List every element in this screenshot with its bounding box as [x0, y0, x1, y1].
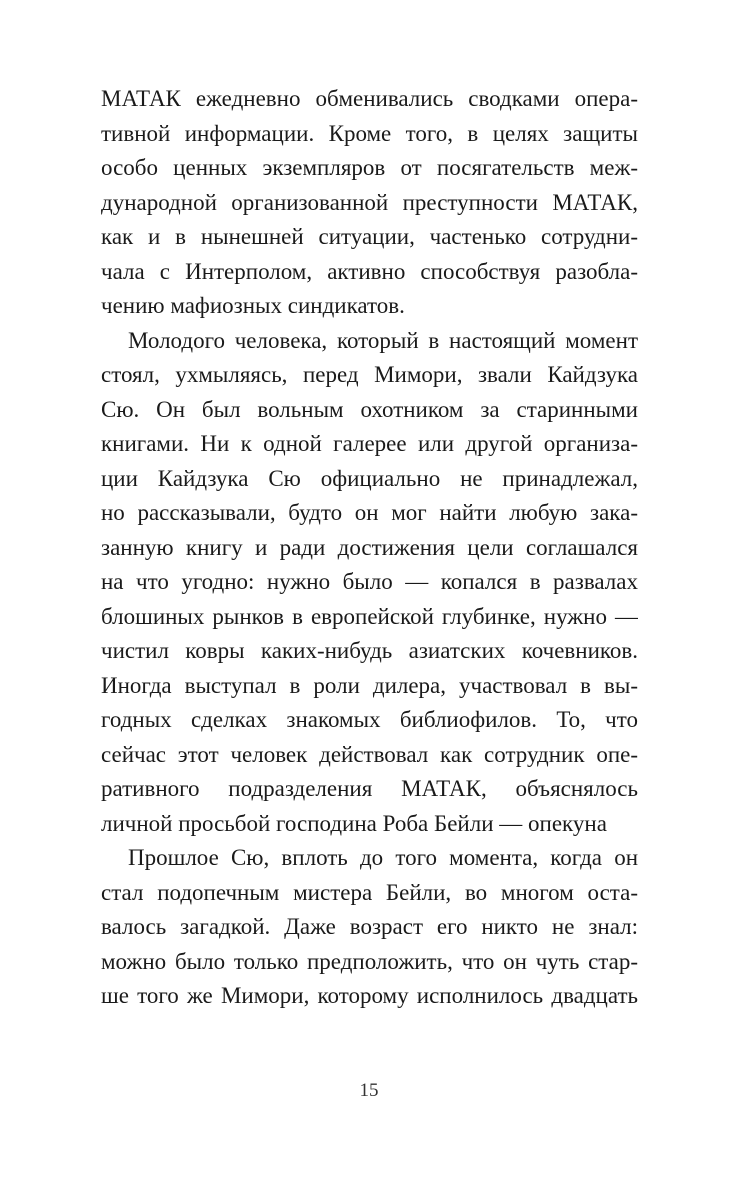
text-line: на что угодно: нужно было — копался в развалах	[101, 569, 638, 594]
body-text	[101, 82, 638, 1014]
text-line: сейчас этот человек действовал как сотрудник опе-	[101, 741, 638, 767]
text-line: стал подопечным мистера Бейли, во многом оста-	[101, 879, 638, 905]
text-line: личной просьбой господина Роба Бейли — опекуна	[101, 810, 607, 836]
text-line: особо ценных экземпляров от посягательств меж-	[101, 155, 638, 180]
text-line: Прошлое Сю, вплоть до того момента, когда он	[128, 845, 638, 870]
text-line: годных сделках знакомых библиофилов. То, что	[101, 707, 638, 732]
text-line: чала с Интерполом, активно способствуя разобла-	[101, 258, 638, 284]
text-line: дународной организованной преступности МАТАК,	[101, 189, 638, 215]
text-line: тивной информации. Кроме того, в целях защиты	[101, 120, 638, 146]
text-line: можно было только предположить, что он чуть стар-	[101, 948, 638, 974]
text-line: стоял, ухмыляясь, перед Мимори, звали Кайдзука	[101, 362, 638, 387]
text-line: блошиных рынков в европейской глубинке, нужно —	[101, 603, 638, 629]
text-line: как и в нынешней ситуации, частенько сотрудни-	[101, 224, 638, 249]
text-line: ше того же Мимори, которому исполнилось двадцать	[101, 983, 638, 1008]
text-line: Молодого человека, который в настоящий момент	[128, 327, 638, 353]
text-line: валось загадкой. Даже возраст его никто не знал:	[101, 914, 638, 939]
text-line: чистил ковры каких-нибудь азиатских кочевников.	[101, 638, 638, 663]
text-line: ративного подразделения МАТАК, объяснялось	[101, 776, 638, 801]
text-line: ции Кайдзука Сю официально не принадлежал,	[101, 465, 638, 491]
text-line: Сю. Он был вольным охотником за старинными	[101, 396, 638, 422]
text-line: книгами. Ни к одной галерее или другой организа-	[101, 431, 638, 456]
text-line: занную книгу и ради достижения цели соглашался	[101, 534, 638, 560]
page-number: 15	[359, 1080, 379, 1101]
text-line: чению мафиозных синдикатов.	[101, 293, 405, 318]
text-line: но рассказывали, будто он мог найти любую зака-	[101, 500, 638, 525]
text-line: МАТАК ежедневно обменивались сводками опера-	[101, 86, 638, 111]
text-line: Иногда выступал в роли дилера, участвовал в вы-	[101, 672, 638, 698]
